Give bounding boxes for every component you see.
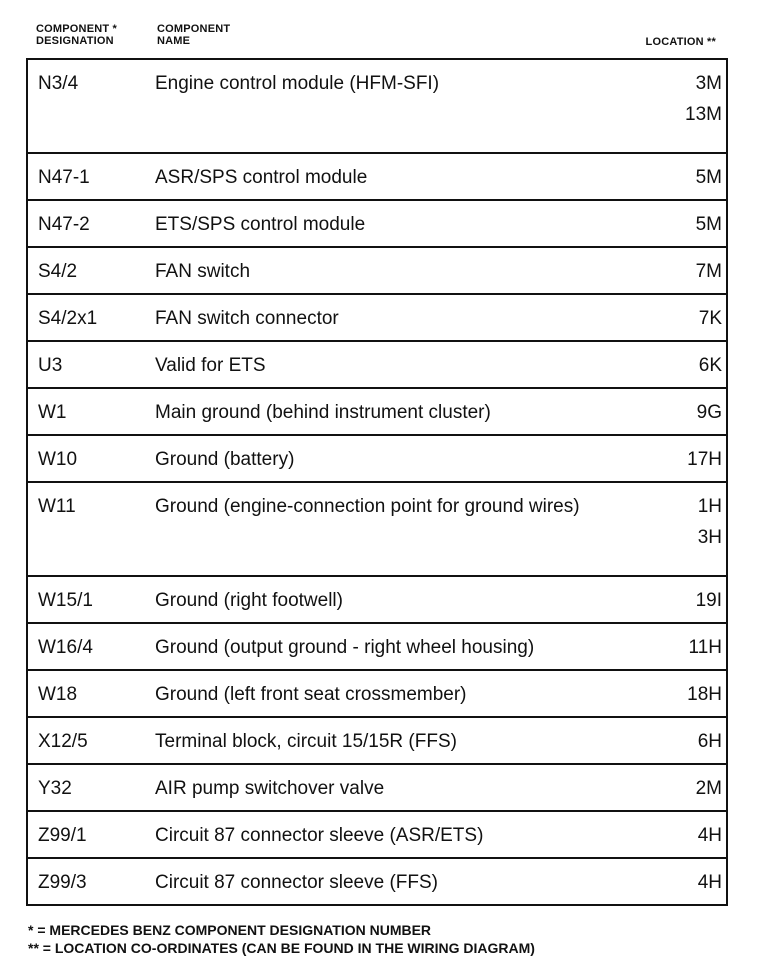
location-coordinate: 9G xyxy=(696,402,722,423)
location-coordinate: 3H xyxy=(697,527,722,548)
component-location xyxy=(699,350,722,381)
table-row xyxy=(28,201,726,248)
designation-header-line1: COMPONENT * xyxy=(36,23,118,35)
component-name: Valid for ETS xyxy=(155,355,266,376)
component-location xyxy=(699,303,722,334)
name-header-line1: COMPONENT xyxy=(157,23,231,35)
component-location xyxy=(698,726,722,757)
location-column-header: LOCATION ** xyxy=(645,36,716,48)
table-row xyxy=(28,483,726,577)
component-name: Ground (right footwell) xyxy=(155,590,343,611)
designation-header-line2: DESIGNATION xyxy=(36,35,114,47)
component-location xyxy=(696,256,722,287)
table-row xyxy=(28,342,726,389)
name-column-header xyxy=(157,23,230,47)
component-name: Terminal block, circuit 15/15R (FFS) xyxy=(155,731,457,752)
component-name: Circuit 87 connector sleeve (ASR/ETS) xyxy=(155,825,484,846)
component-designation: Y32 xyxy=(38,778,72,799)
location-coordinate: 5M xyxy=(695,167,722,188)
location-coordinate: 4H xyxy=(697,825,722,846)
table-row xyxy=(28,812,726,859)
table-row xyxy=(28,765,726,812)
component-designation: W11 xyxy=(38,496,76,517)
location-coordinate: 7M xyxy=(695,261,722,282)
component-designation: W1 xyxy=(38,402,67,423)
component-table xyxy=(26,58,728,906)
component-name: Ground (output ground - right wheel housing) xyxy=(155,637,535,658)
table-row xyxy=(28,624,726,671)
component-designation: S4/2x1 xyxy=(38,308,98,329)
component-designation: W16/4 xyxy=(38,637,93,658)
component-designation: N47-1 xyxy=(38,167,90,188)
component-designation: X12/5 xyxy=(38,731,88,752)
location-coordinate: 11H xyxy=(688,637,722,658)
component-location xyxy=(696,773,722,804)
table-row xyxy=(28,671,726,718)
component-designation: U3 xyxy=(38,355,63,376)
table-row xyxy=(28,295,726,342)
location-coordinate: 4H xyxy=(697,872,722,893)
footnote-location: ** = LOCATION CO-ORDINATES (CAN BE FOUND IN THE WIRING DIAGRAM) xyxy=(28,940,535,956)
designation-column-header xyxy=(36,23,117,47)
component-designation: S4/2 xyxy=(38,261,78,282)
location-coordinate: 13M xyxy=(685,104,722,125)
location-coordinate: 17H xyxy=(687,449,722,470)
table-row xyxy=(28,577,726,624)
component-designation: W15/1 xyxy=(38,590,93,611)
location-coordinate: 7K xyxy=(698,308,722,329)
component-designation: N47-2 xyxy=(38,214,90,235)
component-name: Engine control module (HFM-SFI) xyxy=(155,73,440,94)
component-location xyxy=(698,867,722,898)
location-coordinate: 3M xyxy=(695,73,722,94)
location-coordinate: 18H xyxy=(687,684,722,705)
location-coordinate: 6H xyxy=(697,731,722,752)
component-name: Circuit 87 connector sleeve (FFS) xyxy=(155,872,438,893)
footnote-designation: * = MERCEDES BENZ COMPONENT DESIGNATION NUMBER xyxy=(28,922,432,938)
component-name: FAN switch connector xyxy=(155,308,339,329)
component-location xyxy=(689,632,722,663)
location-coordinate: 1H xyxy=(697,496,722,517)
component-designation: Z99/1 xyxy=(38,825,87,846)
table-row xyxy=(28,859,726,906)
table-row xyxy=(28,248,726,295)
component-name: Ground (engine-connection point for ground wires) xyxy=(155,496,580,517)
component-location xyxy=(696,585,722,616)
component-designation: Z99/3 xyxy=(38,872,87,893)
component-name: Ground (left front seat crossmember) xyxy=(155,684,467,705)
component-location xyxy=(685,68,722,130)
component-location xyxy=(687,679,722,710)
component-location xyxy=(698,491,722,553)
table-row xyxy=(28,718,726,765)
table-row xyxy=(28,436,726,483)
component-location xyxy=(698,820,722,851)
component-location xyxy=(696,209,722,240)
location-coordinate: 19I xyxy=(695,590,722,611)
component-location xyxy=(696,162,722,193)
location-coordinate: 5M xyxy=(695,214,722,235)
location-coordinate: 2M xyxy=(695,778,722,799)
table-row xyxy=(28,154,726,201)
component-name: Ground (battery) xyxy=(155,449,295,470)
component-designation: W10 xyxy=(38,449,78,470)
component-name: Main ground (behind instrument cluster) xyxy=(155,402,491,423)
component-location xyxy=(687,444,722,475)
component-designation: W18 xyxy=(38,684,78,705)
component-name: AIR pump switchover valve xyxy=(155,778,385,799)
component-name: ETS/SPS control module xyxy=(155,214,366,235)
component-designation: N3/4 xyxy=(38,73,79,94)
component-location xyxy=(697,397,722,428)
component-name: FAN switch xyxy=(155,261,251,282)
name-header-line2: NAME xyxy=(157,35,191,47)
table-row xyxy=(28,60,726,154)
location-coordinate: 6K xyxy=(698,355,722,376)
table-row xyxy=(28,389,726,436)
component-name: ASR/SPS control module xyxy=(155,167,368,188)
